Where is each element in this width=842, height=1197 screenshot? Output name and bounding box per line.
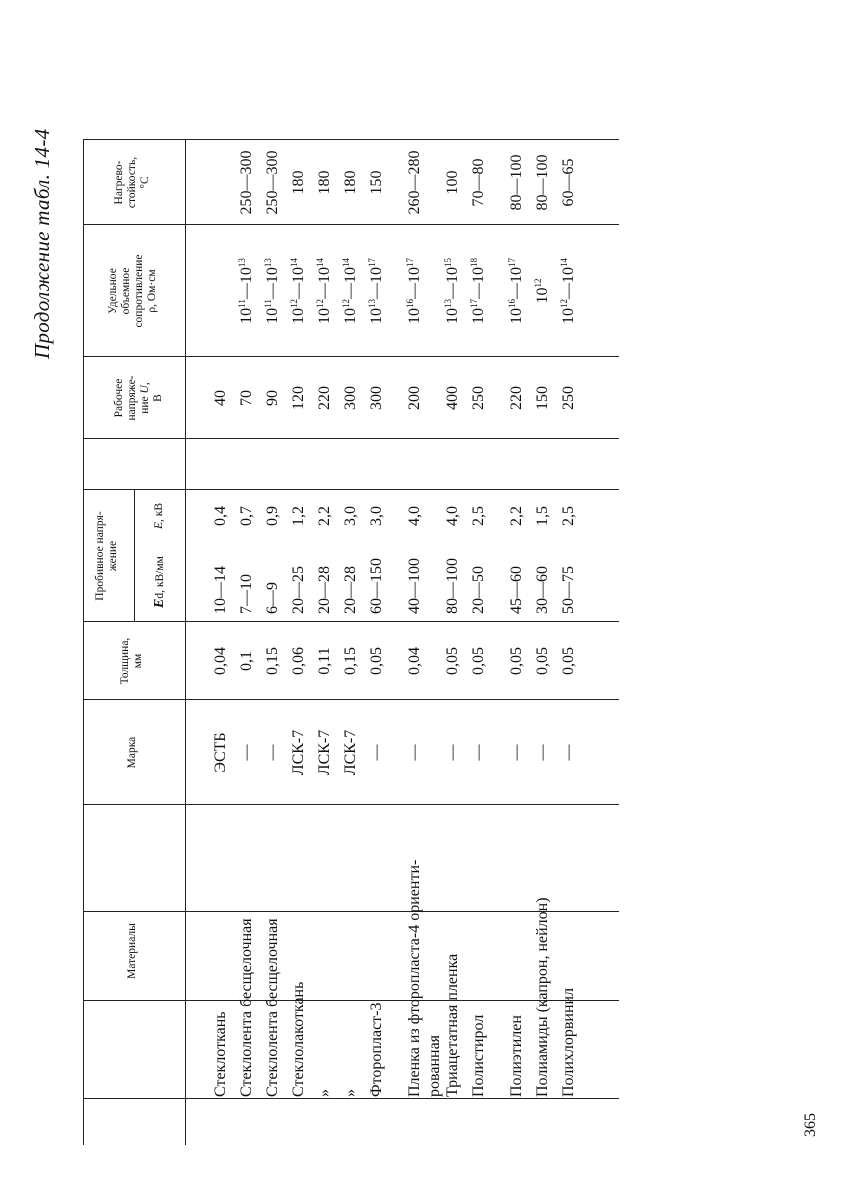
res-exp-b: 14 xyxy=(341,258,351,267)
table-cell-material: Полихлорвинил xyxy=(560,987,577,1097)
table-cell-brand: — xyxy=(264,744,281,761)
res-base-b: 10 xyxy=(444,267,461,283)
res-exp-b: 17 xyxy=(367,258,377,267)
table-cell-material: Фторопласт-3 xyxy=(368,1002,385,1097)
res-dash: — xyxy=(368,283,385,299)
table-cell-breakdown-field: 20—50 xyxy=(470,566,487,614)
table-cell-brand: — xyxy=(534,744,551,761)
table-cell-material: Стеклоткань xyxy=(212,1011,229,1097)
table-cell-resistivity xyxy=(368,225,386,357)
table-cell-breakdown-field: 10—14 xyxy=(212,566,229,614)
table-cell-material: » xyxy=(342,1089,359,1097)
header-heat-line3: °С xyxy=(139,176,151,189)
table-cell-material: Стеклолакоткань xyxy=(290,981,307,1097)
res-base-a: 10 xyxy=(264,307,281,324)
table-cell-heat: 260—280 xyxy=(406,150,423,215)
table-cell-material: Стеклолента бесщелочная xyxy=(238,918,255,1097)
table-cell-breakdown-voltage: 2,5 xyxy=(560,506,577,526)
header-e xyxy=(153,490,166,542)
table-cell-working-voltage: 400 xyxy=(444,386,461,410)
table-cell-breakdown-field: 80—100 xyxy=(444,558,461,614)
header-breakdown-line2: жение xyxy=(107,540,119,572)
header-voltage-line3: ние xyxy=(139,393,151,414)
res-exp-a: 16 xyxy=(507,299,517,308)
table-cell-resistivity xyxy=(406,225,424,357)
table-cell-material: Полиэтилен xyxy=(508,1015,525,1097)
table-cell-breakdown-voltage: 1,2 xyxy=(290,506,307,526)
header-e-unit: , кВ xyxy=(153,502,165,522)
res-dash: — xyxy=(238,283,255,300)
table-cell-working-voltage: 300 xyxy=(368,386,385,410)
res-exp-a: 12 xyxy=(559,299,569,308)
header-heat-line2: стойкость, xyxy=(126,156,138,209)
table-cell-breakdown-voltage: 2,5 xyxy=(470,506,487,526)
table-cell-breakdown-voltage: 0,7 xyxy=(238,506,255,526)
table-cell-breakdown-field: 20—25 xyxy=(290,566,307,614)
table-cell-brand: — xyxy=(406,744,423,761)
res-exp-a: 11 xyxy=(263,299,273,308)
table-cell-brand: ЭСТБ xyxy=(212,732,229,773)
table-cell-thickness: 0,11 xyxy=(316,647,333,675)
table-cell-working-voltage: 220 xyxy=(316,386,333,410)
header-heat xyxy=(113,140,152,225)
header-resistivity-line1: Удельное xyxy=(107,268,119,314)
table-cell-breakdown-field: 60—150 xyxy=(368,558,385,614)
header-breakdown-line1: Пробивное напря- xyxy=(94,511,106,601)
table-cell-resistivity xyxy=(316,225,334,357)
table-cell-breakdown-field: 20—28 xyxy=(316,566,333,614)
table-cell-resistivity xyxy=(264,225,282,357)
res-exp-b: 17 xyxy=(507,258,517,267)
table-cell-resistivity xyxy=(342,225,360,357)
table-cell-working-voltage: 300 xyxy=(342,386,359,410)
header-thickness xyxy=(119,622,145,700)
res-exp-b: 14 xyxy=(289,258,299,267)
res-exp-b: 13 xyxy=(237,258,247,268)
table-cell-heat: 70—80 xyxy=(470,158,487,207)
table-cell-thickness: 0,15 xyxy=(264,647,281,675)
table-cell-heat: 180 xyxy=(290,170,307,195)
table-cell-thickness: 0,05 xyxy=(534,647,551,675)
res-exp-a: 11 xyxy=(237,299,247,308)
header-breakdown xyxy=(94,490,120,622)
res-exp-b: 14 xyxy=(315,258,325,267)
res-exp-a: 17 xyxy=(469,299,479,308)
res-exp-a: 12 xyxy=(533,278,543,288)
table-cell-heat: 100 xyxy=(444,170,461,195)
table-cell-thickness: 0,15 xyxy=(342,647,359,675)
res-exp-b: 18 xyxy=(469,258,479,267)
table-cell-working-voltage: 250 xyxy=(470,386,487,410)
res-base-b: 10 xyxy=(368,267,385,283)
res-base-a: 10 xyxy=(406,308,423,324)
header-voltage-line2: напряже- xyxy=(126,375,138,421)
header-voltage-comma: , xyxy=(139,382,151,386)
header-thickness-line1: Толщина, xyxy=(119,637,131,685)
res-base-b: 10 xyxy=(238,267,255,284)
table-cell-breakdown-voltage: 0,9 xyxy=(264,506,281,526)
table-cell-heat: 250—300 xyxy=(264,150,281,215)
res-base-a: 10 xyxy=(316,308,333,324)
res-exp-b: 17 xyxy=(405,258,415,267)
res-exp-a: 12 xyxy=(289,299,299,308)
table-cell-resistivity xyxy=(470,225,488,357)
res-dash: — xyxy=(342,283,359,299)
res-exp-a: 12 xyxy=(315,299,325,308)
table-cell-brand: ЛСК-7 xyxy=(290,729,307,776)
res-dash: — xyxy=(508,283,525,299)
table-cell-brand: — xyxy=(508,744,525,761)
res-dash: — xyxy=(470,283,487,299)
table-cell-material: рованная xyxy=(426,1034,443,1097)
header-thickness-line2: мм xyxy=(132,653,144,669)
table-cell-breakdown-voltage: 4,0 xyxy=(444,506,461,526)
table-cell-material: Триацетатная пленка xyxy=(444,953,461,1097)
table-cell-breakdown-field: 40—100 xyxy=(406,558,423,614)
table-cell-brand: — xyxy=(470,744,487,761)
table-cell-breakdown-field: 7—10 xyxy=(238,574,255,614)
header-e-symbol: E xyxy=(153,522,165,530)
table-cell-brand: — xyxy=(238,744,255,761)
table-cell-breakdown-field: 50—75 xyxy=(560,566,577,614)
res-exp-a: 13 xyxy=(443,299,453,308)
table-cell-brand: — xyxy=(560,744,577,761)
page-number: 365 xyxy=(802,1113,819,1137)
table-cell-heat: 60—65 xyxy=(560,158,577,207)
table-cell-breakdown-voltage: 3,0 xyxy=(368,506,385,526)
table-cell-breakdown-voltage: 3,0 xyxy=(342,506,359,526)
header-ed xyxy=(153,542,167,622)
table-cell-breakdown-voltage: 0,4 xyxy=(212,506,229,526)
table-cell-heat: 250—300 xyxy=(238,150,255,215)
table-cell-thickness: 0,05 xyxy=(470,647,487,675)
res-exp-b: 15 xyxy=(443,258,453,267)
res-exp-b: 14 xyxy=(559,258,569,267)
table-cell-breakdown-voltage: 1,5 xyxy=(534,506,551,526)
res-base-a: 10 xyxy=(470,308,487,324)
table-cell-brand: ЛСК-7 xyxy=(316,729,333,776)
table-cell-breakdown-voltage: 4,0 xyxy=(406,506,423,526)
res-base-b: 10 xyxy=(264,267,281,284)
res-base-a: 10 xyxy=(508,308,525,324)
res-base-b: 10 xyxy=(290,267,307,283)
table-cell-material: Полиамиды (капрон, нейлон) xyxy=(534,897,551,1097)
res-dash: — xyxy=(290,283,307,299)
table-cell-resistivity xyxy=(508,225,526,357)
header-voltage xyxy=(113,357,165,439)
res-base-b: 10 xyxy=(342,267,359,283)
header-resistivity-line4: ρ, Ом·см xyxy=(146,269,158,313)
table-cell-material: Полистирол xyxy=(470,1014,487,1097)
table-cell-heat: 180 xyxy=(342,170,359,195)
table-cell-breakdown-voltage: 2,2 xyxy=(508,506,525,526)
table-cell-material: Стеклолента бесщелочная xyxy=(264,918,281,1097)
table-cell-breakdown-field: 45—60 xyxy=(508,566,525,614)
header-voltage-symbol: U xyxy=(139,385,151,394)
table-cell-heat: 80—100 xyxy=(534,154,551,211)
res-base-a: 10 xyxy=(560,308,577,324)
table-cell-resistivity xyxy=(534,225,552,357)
res-dash: — xyxy=(444,283,461,299)
res-base-a: 10 xyxy=(444,308,461,324)
res-base-a: 10 xyxy=(342,308,359,324)
table-cell-working-voltage: 150 xyxy=(534,386,551,410)
table-cell-working-voltage: 40 xyxy=(212,390,229,406)
table-cell-resistivity xyxy=(444,225,462,357)
table-cell-breakdown-field: 20—28 xyxy=(342,566,359,614)
res-dash: — xyxy=(316,283,333,299)
header-resistivity-line3: сопротивление xyxy=(133,254,145,328)
table-cell-thickness: 0,05 xyxy=(368,647,385,675)
table-cell-thickness: 0,04 xyxy=(212,647,229,675)
table-cell-resistivity xyxy=(290,225,308,357)
table-cell-working-voltage: 120 xyxy=(290,386,307,410)
res-base-b: 10 xyxy=(470,267,487,283)
table-cell-material: Пленка из фторопласта-4 ориенти- xyxy=(406,859,423,1097)
table-cell-working-voltage: 250 xyxy=(560,386,577,410)
res-exp-b: 13 xyxy=(263,258,273,268)
header-voltage-line1: Рабочее xyxy=(113,378,125,418)
res-exp-a: 12 xyxy=(341,299,351,308)
table-cell-working-voltage: 220 xyxy=(508,386,525,410)
header-ed-unit: d, кВ/мм xyxy=(154,556,166,599)
table-cell-thickness: 0,06 xyxy=(290,647,307,675)
table-cell-thickness: 0,04 xyxy=(406,647,423,675)
table-cell-heat: 80—100 xyxy=(508,154,525,211)
header-ed-symbol: E xyxy=(152,598,167,608)
res-dash: — xyxy=(406,283,423,299)
res-base-b: 10 xyxy=(560,267,577,283)
table-cell-resistivity xyxy=(560,225,578,357)
table-cell-working-voltage: 70 xyxy=(238,390,255,406)
table-cell-thickness: 0,05 xyxy=(444,647,461,675)
header-heat-line1: Нагрево- xyxy=(113,160,125,205)
table-cell-brand: — xyxy=(368,744,385,761)
res-base-a: 10 xyxy=(534,287,551,304)
header-materials: Материалы xyxy=(126,923,138,979)
res-exp-a: 13 xyxy=(367,299,377,308)
table-cell-breakdown-field: 6—9 xyxy=(264,582,281,614)
header-brand: Марка xyxy=(126,736,138,769)
table-cell-brand: — xyxy=(444,744,461,761)
res-dash: — xyxy=(264,283,281,300)
table-cell-resistivity xyxy=(238,225,256,357)
table-cell-heat: 150 xyxy=(368,170,385,195)
table-caption: Продолжение табл. 14-4 xyxy=(30,128,54,359)
res-dash: — xyxy=(560,283,577,299)
res-base-a: 10 xyxy=(368,308,385,324)
res-base-b: 10 xyxy=(316,267,333,283)
res-base-b: 10 xyxy=(508,267,525,283)
res-base-a: 10 xyxy=(290,308,307,324)
res-exp-a: 16 xyxy=(405,299,415,308)
table-cell-breakdown-field: 30—60 xyxy=(534,566,551,614)
table-cell-thickness: 0,1 xyxy=(238,651,255,671)
header-resistivity xyxy=(107,225,159,357)
table-cell-working-voltage: 200 xyxy=(406,386,423,410)
table-cell-heat: 180 xyxy=(316,170,333,195)
table-cell-material: » xyxy=(316,1089,333,1097)
header-voltage-line4: В xyxy=(152,394,164,402)
table-cell-thickness: 0,05 xyxy=(560,647,577,675)
table-cell-breakdown-voltage: 2,2 xyxy=(316,506,333,526)
header-resistivity-line2: объемное xyxy=(120,267,132,315)
table-cell-thickness: 0,05 xyxy=(508,647,525,675)
table-cell-working-voltage: 90 xyxy=(264,390,281,406)
table-cell-brand: ЛСК-7 xyxy=(342,729,359,776)
res-base-b: 10 xyxy=(406,267,423,283)
res-base-a: 10 xyxy=(238,307,255,324)
